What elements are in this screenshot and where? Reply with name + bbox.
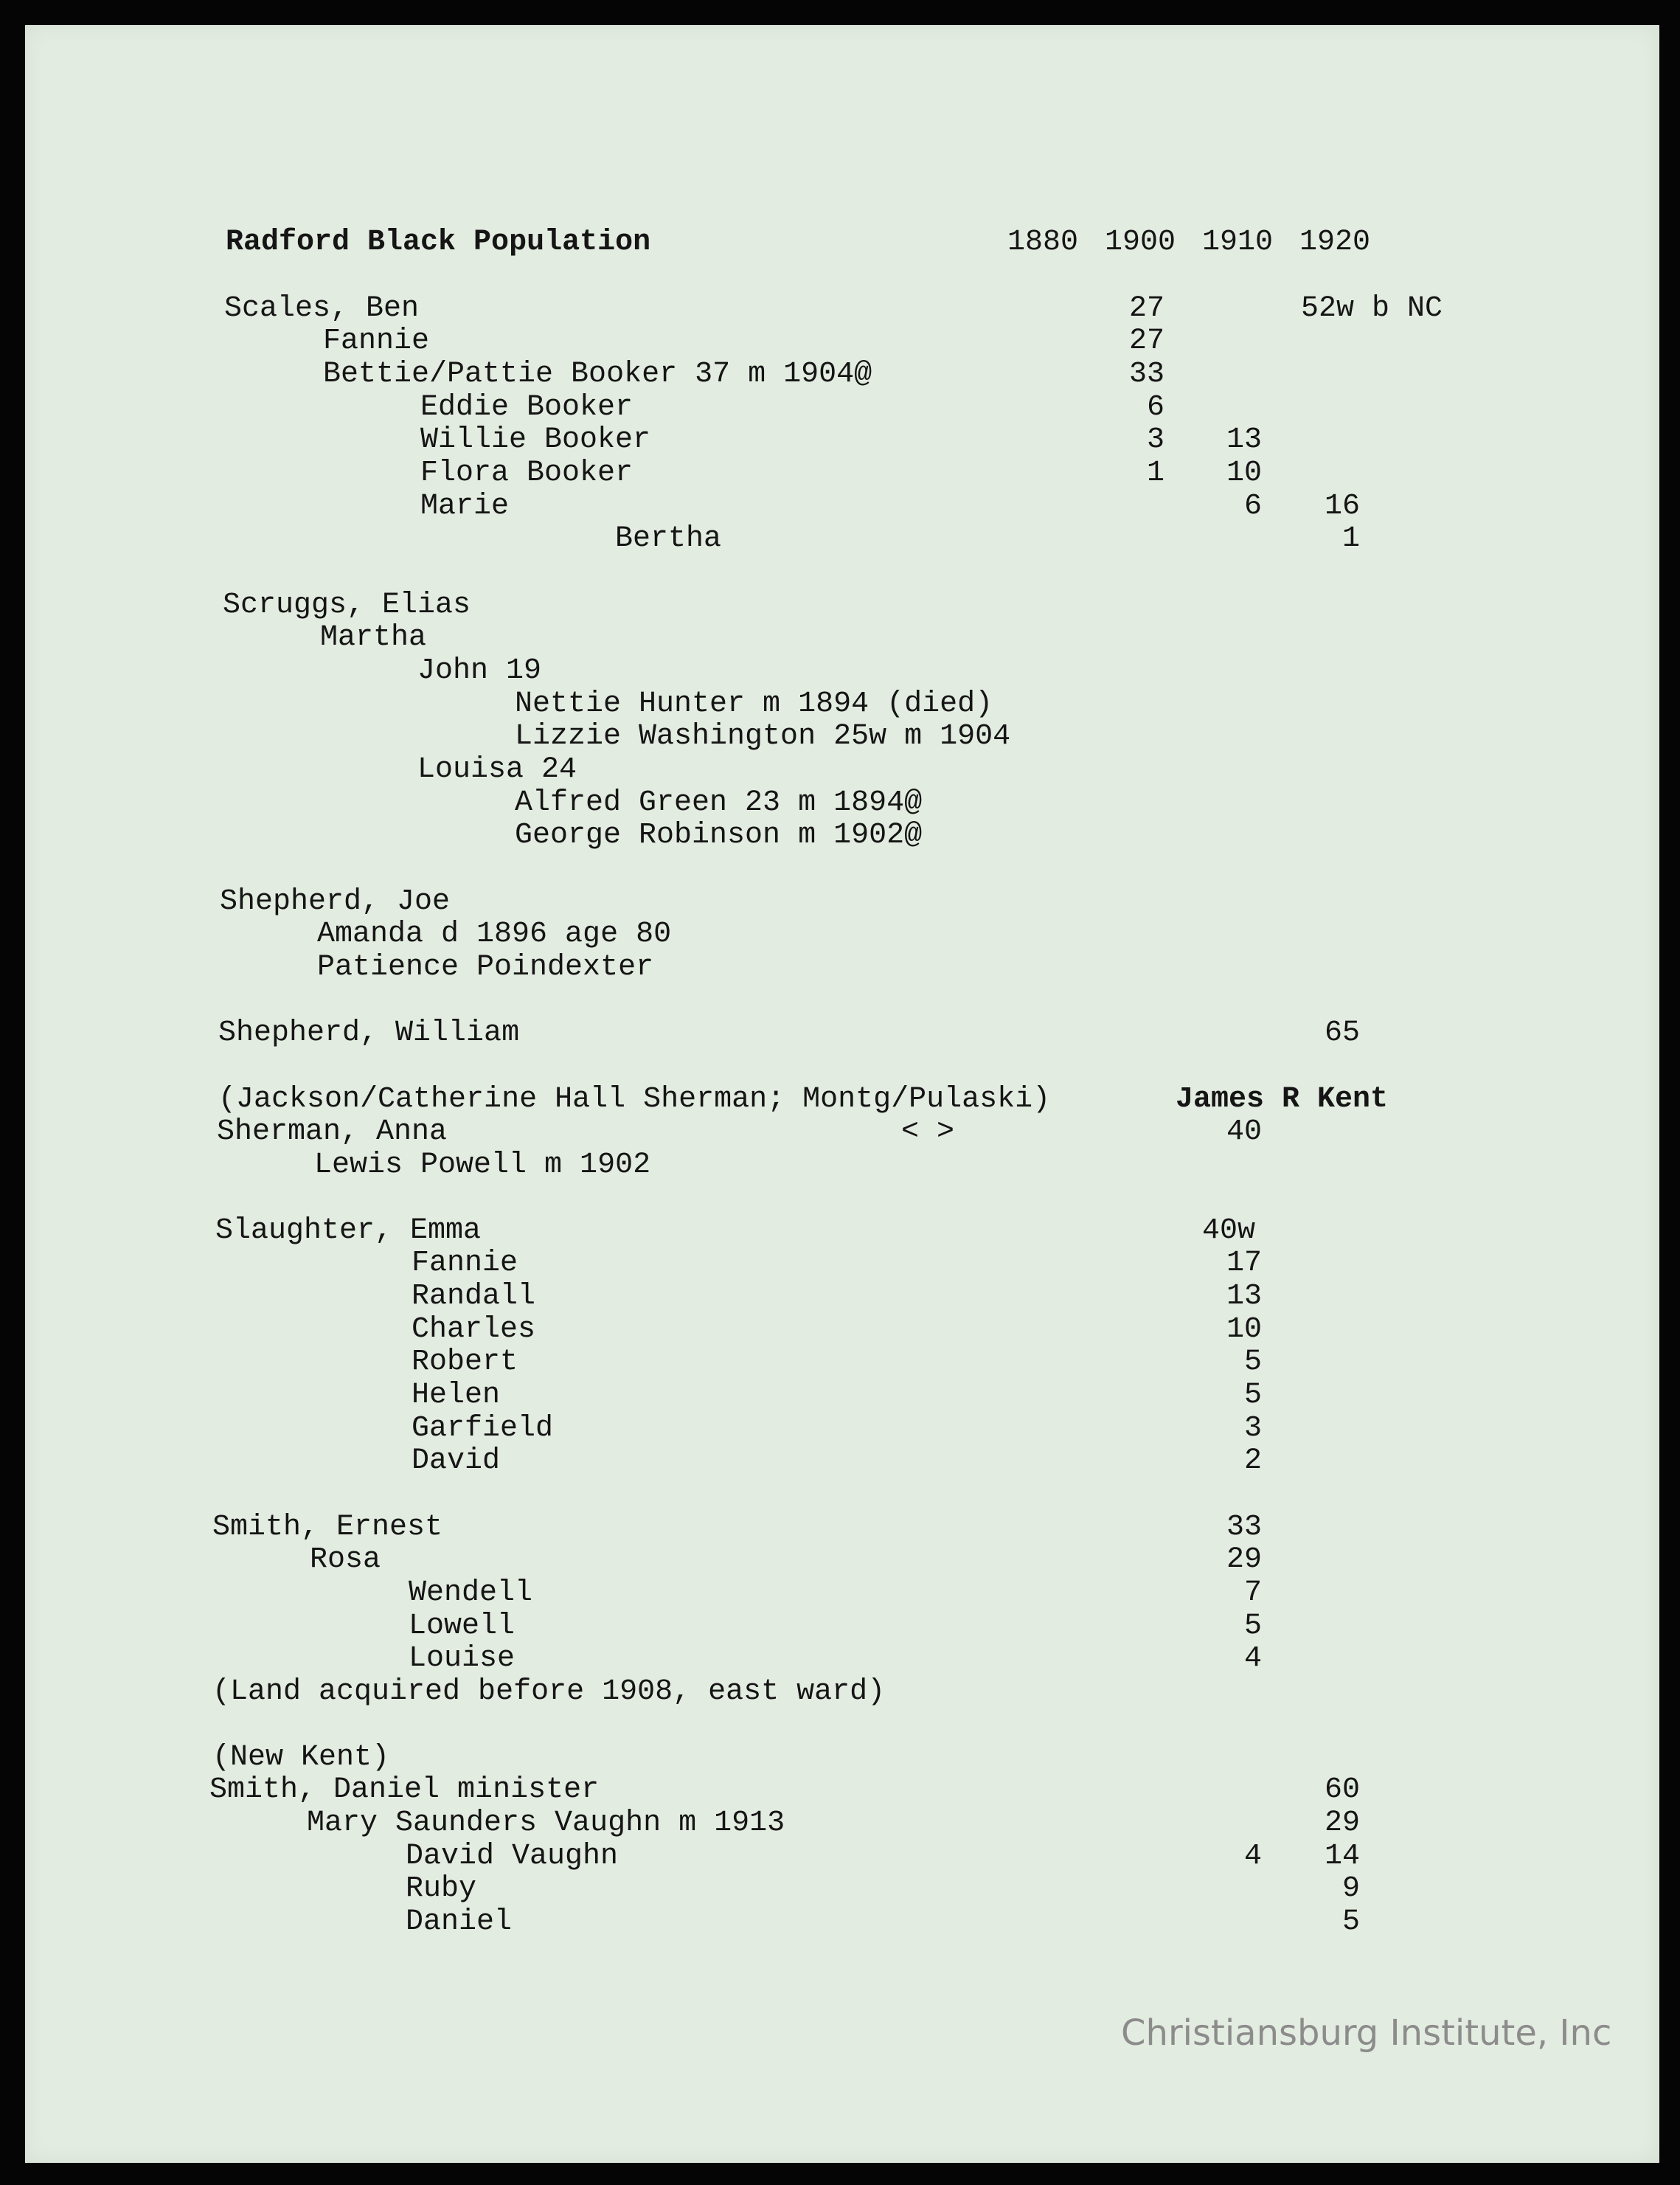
value-1900: 1 (1146, 457, 1164, 490)
entry-text: John 19 (417, 654, 542, 688)
value-1910: 3 (1243, 1412, 1262, 1445)
year-1910: 1910 (1202, 226, 1274, 259)
entry-line (25, 292, 1659, 325)
entry-line (25, 1511, 1659, 1544)
entry-text: George Robinson m 1902@ (515, 819, 923, 852)
watermark-text: Christiansburg Institute, Inc (1121, 2012, 1612, 2054)
entry-line (25, 457, 1659, 490)
value-1910: 29 (1226, 1543, 1262, 1576)
entry-line (25, 885, 1659, 918)
value-1920: 5 (1341, 1905, 1360, 1939)
document-page (25, 25, 1659, 2163)
entry-text: Marie (420, 490, 510, 523)
entry-line (25, 1313, 1659, 1346)
entry-line (25, 1741, 1659, 1774)
entry-line (25, 1214, 1659, 1247)
entry-line (25, 621, 1659, 654)
value-1910: 6 (1243, 490, 1262, 523)
entry-text: Fannie (323, 325, 430, 358)
entry-line (25, 1412, 1659, 1445)
value-1910: 40w (1202, 1214, 1256, 1247)
entry-line (25, 1280, 1659, 1313)
entry-line (25, 753, 1659, 786)
entry-line (25, 1017, 1659, 1050)
entry-line (25, 325, 1659, 358)
entry-line (25, 1379, 1659, 1412)
value-1920: 29 (1324, 1807, 1360, 1840)
entry-line (25, 490, 1659, 523)
value-1910: 7 (1243, 1576, 1262, 1610)
value-1910: 5 (1243, 1610, 1262, 1643)
value-1920: 9 (1341, 1872, 1360, 1905)
value-1910: 5 (1243, 1346, 1262, 1379)
entry-text: (Land acquired before 1908, east ward) (212, 1675, 886, 1708)
entry-text: (New Kent) (212, 1741, 390, 1774)
year-1880: 1880 (1007, 226, 1079, 259)
entry-line (25, 1905, 1659, 1939)
entry-line (25, 1444, 1659, 1478)
entry-text: Robert (412, 1346, 518, 1379)
entry-line (25, 1610, 1659, 1643)
entry-text: Eddie Booker (420, 391, 634, 424)
entry-line (25, 654, 1659, 688)
entry-line (25, 1247, 1659, 1280)
entry-text: Louise (409, 1642, 516, 1675)
header-row (25, 226, 1659, 259)
entry-text: (Jackson/Catherine Hall Sherman; Montg/Pulaski) (218, 1083, 1051, 1116)
entry-text: David Vaughn (406, 1840, 619, 1873)
entry-text: Bertha (615, 522, 722, 555)
value-1910: 13 (1226, 423, 1262, 457)
entry-text: Scruggs, Elias (223, 589, 471, 622)
entry-text: Lewis Powell m 1902 (314, 1149, 651, 1182)
entry-line (25, 1083, 1659, 1116)
value-1910: 4 (1243, 1840, 1262, 1873)
value-1900: 3 (1146, 423, 1164, 457)
entry-text: Patience Poindexter (317, 951, 654, 984)
entry-line (25, 1543, 1659, 1576)
year-1920: 1920 (1299, 226, 1371, 259)
entry-line (25, 1872, 1659, 1905)
entry-line (25, 423, 1659, 457)
entry-line (25, 1576, 1659, 1610)
value-1910: 4 (1243, 1642, 1262, 1675)
entry-text: Daniel (406, 1905, 513, 1939)
entry-text: Slaughter, Emma (215, 1214, 482, 1247)
entry-text: Scales, Ben (224, 292, 420, 325)
entry-text: Willie Booker (420, 423, 651, 457)
value-1920: 60 (1324, 1773, 1360, 1807)
entry-line (25, 918, 1659, 951)
entry-text: Garfield (412, 1412, 554, 1445)
entry-line (25, 720, 1659, 753)
value-1910: 40 (1226, 1115, 1262, 1149)
value-1900: 33 (1128, 358, 1164, 391)
entry-text: Smith, Ernest (212, 1511, 443, 1544)
value-1900: 6 (1146, 391, 1164, 424)
entry-text: Louisa 24 (417, 753, 577, 786)
entry-line (25, 391, 1659, 424)
entry-line (25, 1115, 1659, 1149)
entry-text: Shepherd, Joe (220, 885, 451, 918)
entry-text: Randall (412, 1280, 536, 1313)
entry-line (25, 819, 1659, 852)
entry-text: Lowell (409, 1610, 516, 1643)
entry-line (25, 1840, 1659, 1873)
entry-line (25, 522, 1659, 555)
entry-line (25, 1773, 1659, 1807)
entry-text: Amanda d 1896 age 80 (317, 918, 672, 951)
value-1910: 33 (1226, 1511, 1262, 1544)
document-title: Radford Black Population (226, 226, 651, 259)
entry-text: Fannie (412, 1247, 518, 1280)
value-1910: 10 (1226, 1313, 1262, 1346)
value-1920: 65 (1324, 1017, 1360, 1050)
entry-line (25, 786, 1659, 820)
value-1920: 14 (1324, 1840, 1360, 1873)
entry-text: Smith, Daniel minister (209, 1773, 600, 1807)
census-taker-note: James R Kent (1176, 1083, 1389, 1116)
entry-text: Nettie Hunter m 1894 (died) (515, 688, 993, 721)
entry-line (25, 358, 1659, 391)
value-1910: 2 (1243, 1444, 1262, 1478)
value-1920: 16 (1324, 490, 1360, 523)
value-1910: 17 (1226, 1247, 1262, 1280)
entry-text: Helen (412, 1379, 501, 1412)
entry-line (25, 1642, 1659, 1675)
entry-line (25, 1149, 1659, 1182)
entry-line (25, 688, 1659, 721)
entry-text: Wendell (409, 1576, 533, 1610)
entry-line (25, 1807, 1659, 1840)
value-1900: 27 (1128, 325, 1164, 358)
entry-text: Martha (320, 621, 427, 654)
entry-text: Sherman, Anna (217, 1115, 448, 1149)
value-1910: 10 (1226, 457, 1262, 490)
entry-text: Charles (412, 1313, 536, 1346)
year-1900: 1900 (1105, 226, 1176, 259)
entry-text: David (412, 1444, 501, 1478)
value-1900: 27 (1128, 292, 1164, 325)
entry-text: Ruby (406, 1872, 477, 1905)
value-1910: 5 (1243, 1379, 1262, 1412)
value-1920: 1 (1341, 522, 1360, 555)
entry-text: Bettie/Pattie Booker 37 m 1904@ (323, 358, 872, 391)
entry-line (25, 951, 1659, 984)
entry-line (25, 1346, 1659, 1379)
entry-mark: < > (901, 1115, 955, 1149)
entry-text: Flora Booker (420, 457, 634, 490)
entry-text: Rosa (310, 1543, 381, 1576)
entry-line (25, 589, 1659, 622)
entry-text: Lizzie Washington 25w m 1904 (515, 720, 1011, 753)
entry-text: Alfred Green 23 m 1894@ (515, 786, 923, 820)
value-1910: 13 (1226, 1280, 1262, 1313)
value-1920: 52w b NC (1301, 292, 1443, 325)
entry-text: Mary Saunders Vaughn m 1913 (307, 1807, 785, 1840)
entry-text: Shepherd, William (218, 1017, 520, 1050)
entry-line (25, 1675, 1659, 1708)
